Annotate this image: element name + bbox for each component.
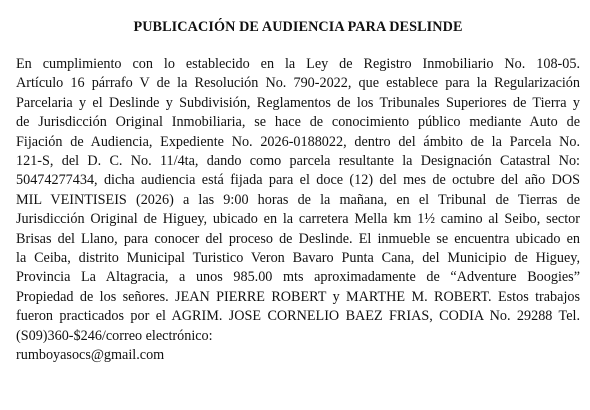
document-title: PUBLICACIÓN DE AUDIENCIA PARA DESLINDE <box>133 19 463 35</box>
body-line: Provincia La Altagracia, a unos 985.00 mts aproximadamente de “Adventure Boogies” <box>16 269 580 286</box>
document-body <box>16 55 580 366</box>
body-line: Artículo 16 párrafo V de la Resolución No. 790-2022, que establece para la Regularización <box>16 75 580 92</box>
body-line: (S09)360-$246/correo electrónico: <box>16 327 213 344</box>
body-line: Jurisdicción Original de Higuey, ubicado en la carretera Mella km 1½ camino al Seibo, sector <box>16 211 580 228</box>
body-line: 121-S, del D. C. No. 11/4ta, dando como parcela resultante la Designación Catastral No: <box>16 153 580 170</box>
body-line: de Jurisdicción Original Inmobiliaria, se hace de conocimiento público mediante Auto de <box>16 114 580 131</box>
body-line: MIL VEINTISEIS (2026) a las 9:00 horas de la mañana, en el Tribunal de Tierras de <box>16 191 580 208</box>
document-page <box>16 18 580 366</box>
body-line: Brisas del Llano, para conocer del proceso de Deslinde. El inmueble se encuentra ubicado en <box>16 230 580 247</box>
email-address: rumboyasocs@gmail.com <box>16 347 165 364</box>
body-line: 50474277434, dicha audiencia está fijada para el doce (12) del mes de octubre del año DOS <box>16 172 580 189</box>
body-line: Parcelaria y el Deslinde y Subdivisión, Reglamentos de los Tribunales Superiores de Tierra y <box>16 94 580 111</box>
body-line: la Ceiba, distrito Municipal Turistico Veron Bavaro Punta Cana, del Municipio de Higuey, <box>16 250 580 267</box>
body-line: Fijación de Audiencia, Expediente No. 2026-0188022, dentro del ámbito de la Parcela No. <box>16 133 580 150</box>
body-line: Propiedad de los señores. JEAN PIERRE ROBERT y MARTHE M. ROBERT. Estos trabajos <box>16 288 580 305</box>
body-line: En cumplimiento con lo establecido en la Ley de Registro Inmobiliario No. 108-05. <box>16 56 580 72</box>
body-line: fueron practicados por el AGRIM. JOSE CORNELIO BAEZ FRIAS, CODIA No. 29288 Tel. <box>16 308 580 325</box>
